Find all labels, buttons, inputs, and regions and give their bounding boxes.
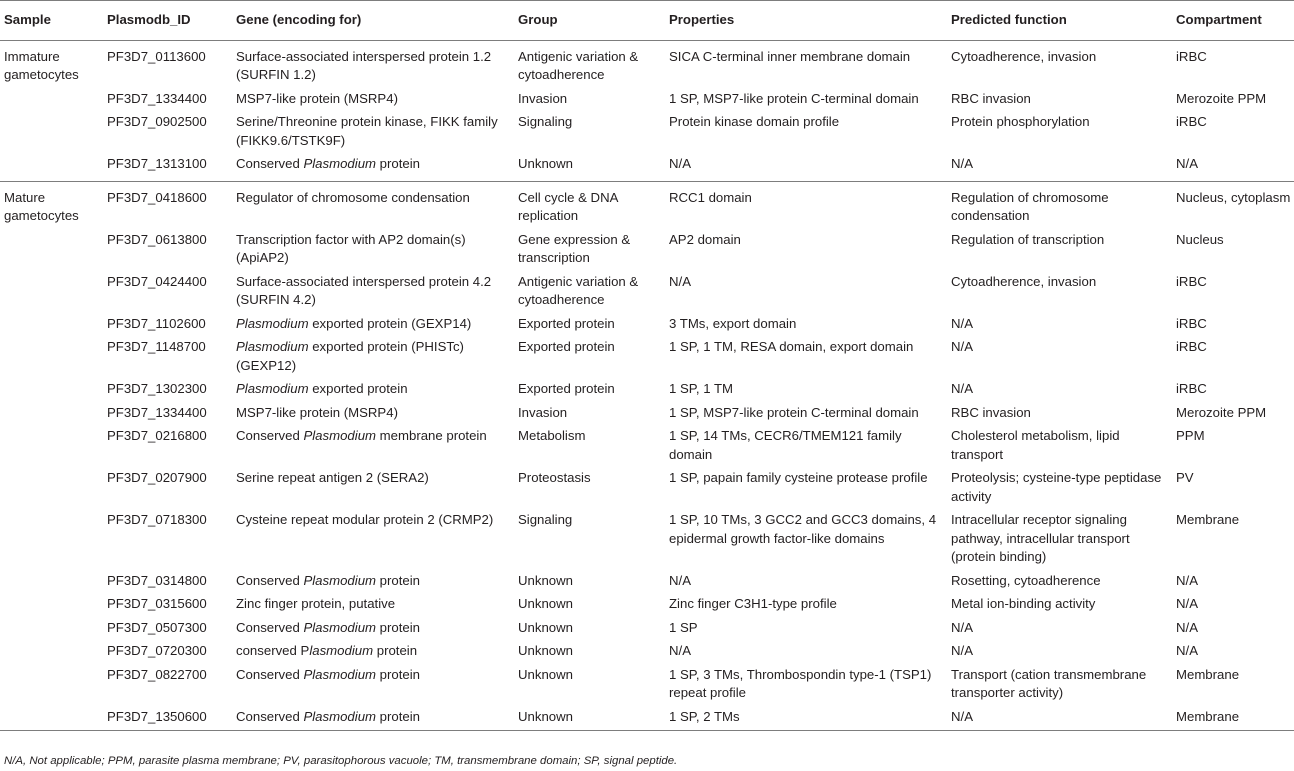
header-row (0, 1, 1294, 41)
table-row (0, 663, 1294, 705)
table-body (0, 40, 1294, 731)
cell-gene: MSP7-like protein (MSRP4) (236, 404, 398, 420)
cell-compartment: Nucleus, cytoplasm (1176, 189, 1291, 205)
cell-gene: conserved Plasmodium protein (236, 643, 418, 658)
cell-properties: Protein kinase domain profile (669, 114, 840, 129)
table-row (0, 181, 1294, 228)
cell-plasmodb-id: PF3D7_0418600 (107, 189, 207, 205)
cell-properties: N/A (669, 572, 691, 588)
table-row (0, 616, 1294, 640)
header-sample: Sample (0, 1, 103, 41)
cell-sample (0, 336, 103, 378)
cell-sample (0, 87, 103, 111)
italic-genus: lasmodium (309, 643, 374, 658)
cell-sample (0, 425, 103, 467)
cell-compartment: Membrane (1172, 705, 1294, 731)
italic-genus: Plasmodium (236, 339, 309, 354)
cell-sample (0, 467, 103, 509)
cell-predicted-function: N/A (947, 705, 1172, 731)
cell-properties: N/A (669, 273, 691, 289)
cell-properties: 1 SP, 3 TMs, Thrombospondin type-1 (TSP1) repeat profile (669, 666, 932, 700)
cell-compartment: iRBC (1176, 114, 1207, 129)
cell-plasmodb-id: PF3D7_1334400 (107, 90, 207, 106)
cell-gene: MSP7-like protein (MSRP4) (236, 90, 398, 106)
cell-predicted-function: N/A (951, 619, 973, 635)
cell-properties: SICA C-terminal inner membrane domain (669, 48, 911, 64)
cell-sample (0, 228, 103, 270)
cell-plasmodb-id: PF3D7_0113600 (107, 48, 206, 64)
cell-compartment: iRBC (1176, 315, 1207, 331)
cell-group: Unknown (514, 153, 665, 182)
cell-predicted-function: RBC invasion (951, 90, 1031, 106)
cell-plasmodb-id: PF3D7_1313100 (103, 153, 232, 182)
cell-predicted-function: N/A (947, 153, 1172, 182)
cell-gene: Serine repeat antigen 2 (SERA2) (236, 470, 429, 485)
cell-gene: Conserved Plasmodium membrane protein (236, 428, 487, 443)
italic-genus: Plasmodium (236, 315, 309, 331)
table-row (0, 153, 1294, 182)
table-footnote: N/A, Not applicable; PPM, parasite plasma membrane; PV, parasitophorous vacuole; TM, transmembrane domain; SP, signal peptide. (4, 755, 678, 767)
table-row (0, 705, 1294, 731)
cell-sample (0, 111, 103, 153)
cell-plasmodb-id: PF3D7_1350600 (103, 705, 232, 731)
cell-properties: 3 TMs, export domain (669, 315, 797, 331)
cell-gene: Conserved Plasmodium protein (232, 705, 514, 731)
italic-genus: Plasmodium (303, 666, 377, 682)
cell-plasmodb-id: PF3D7_1148700 (107, 339, 206, 354)
cell-group: Exported protein (518, 315, 615, 331)
cell-properties: 1 SP, 14 TMs, CECR6/TMEM121 family domain (669, 428, 902, 462)
header-predicted-function: Predicted function (947, 1, 1172, 41)
cell-group: Metabolism (518, 428, 586, 443)
cell-gene: Zinc finger protein, putative (236, 596, 396, 611)
italic-genus: Plasmodium (303, 708, 377, 724)
header-properties: Properties (665, 1, 947, 41)
cell-predicted-function: Metal ion-binding activity (951, 596, 1096, 611)
cell-predicted-function: RBC invasion (951, 404, 1031, 420)
cell-plasmodb-id: PF3D7_0315600 (107, 596, 207, 611)
italic-genus: Plasmodium (303, 156, 377, 171)
cell-compartment: iRBC (1176, 381, 1207, 396)
cell-gene: Conserved Plasmodium protein (236, 619, 421, 635)
cell-compartment: Membrane (1176, 512, 1240, 527)
cell-gene: Cysteine repeat modular protein 2 (CRMP2) (236, 512, 494, 527)
table-row (0, 228, 1294, 270)
cell-predicted-function: Transport (cation transmembrane transporter activity) (951, 666, 1147, 700)
cell-predicted-function: Cytoadherence, invasion (951, 48, 1097, 64)
cell-gene: Surface-associated interspersed protein 4.2 (SURFIN 4.2) (236, 273, 492, 307)
cell-group: Unknown (518, 643, 573, 658)
cell-compartment: N/A (1176, 596, 1198, 611)
cell-gene: Surface-associated interspersed protein 1.2 (SURFIN 1.2) (236, 48, 492, 82)
cell-compartment: iRBC (1176, 273, 1207, 289)
cell-group: Signaling (518, 512, 573, 527)
cell-gene: Regulator of chromosome condensation (236, 189, 470, 205)
cell-predicted-function: N/A (951, 315, 973, 331)
cell-predicted-function: N/A (951, 339, 973, 354)
table-row (0, 425, 1294, 467)
header-plasmodb-id: Plasmodb_ID (103, 1, 232, 41)
table-row (0, 640, 1294, 664)
cell-properties: 1 SP, 1 TM, RESA domain, export domain (669, 339, 914, 354)
cell-plasmodb-id: PF3D7_0822700 (107, 666, 207, 682)
table-row (0, 312, 1294, 336)
cell-group: Antigenic variation & cytoadherence (518, 48, 639, 82)
italic-genus: Plasmodium (303, 428, 377, 443)
cell-predicted-function: Regulation of transcription (951, 231, 1105, 247)
cell-gene: Serine/Threonine protein kinase, FIKK family (FIKK9.6/TSTK9F) (236, 114, 498, 148)
cell-plasmodb-id: PF3D7_0718300 (107, 512, 207, 527)
cell-plasmodb-id: PF3D7_0507300 (107, 619, 207, 635)
italic-genus: Plasmodium (236, 381, 309, 396)
cell-gene: Transcription factor with AP2 domain(s) (ApiAP2) (236, 231, 466, 265)
cell-predicted-function: Protein phosphorylation (951, 114, 1090, 129)
header-gene: Gene (encoding for) (232, 1, 514, 41)
header-group: Group (514, 1, 665, 41)
cell-predicted-function: Rosetting, cytoadherence (951, 572, 1101, 588)
cell-compartment: N/A (1176, 643, 1198, 658)
cell-properties: 1 SP (669, 619, 698, 635)
cell-properties: 1 SP, 10 TMs, 3 GCC2 and GCC3 domains, 4 epidermal growth factor-like domains (669, 512, 937, 546)
table-row (0, 336, 1294, 378)
cell-group: Invasion (518, 404, 568, 420)
cell-sample (0, 378, 103, 402)
cell-predicted-function: Cytoadherence, invasion (951, 273, 1097, 289)
table-row (0, 87, 1294, 111)
cell-group: Unknown (518, 619, 573, 635)
cell-predicted-function: Intracellular receptor signaling pathway, intracellular transport (protein binding) (951, 512, 1130, 564)
cell-compartment: PV (1176, 470, 1194, 485)
table-row (0, 509, 1294, 570)
cell-group: Proteostasis (518, 470, 591, 485)
cell-predicted-function: N/A (951, 381, 973, 396)
cell-compartment: N/A (1176, 572, 1198, 588)
table-row (0, 401, 1294, 425)
cell-properties: 1 SP, papain family cysteine protease profile (669, 470, 928, 485)
italic-genus: Plasmodium (303, 619, 377, 635)
table-row (0, 111, 1294, 153)
cell-plasmodb-id: PF3D7_0314800 (107, 572, 207, 588)
cell-gene: Plasmodium exported protein (PHISTc) (GEXP12) (236, 339, 464, 373)
cell-sample (0, 312, 103, 336)
cell-sample: Mature gametocytes (4, 189, 79, 223)
cell-gene: Conserved Plasmodium protein (236, 572, 421, 588)
cell-predicted-function: N/A (951, 643, 973, 658)
cell-properties: 1 SP, MSP7-like protein C-terminal domain (669, 404, 919, 420)
cell-compartment: iRBC (1176, 48, 1207, 64)
header-compartment: Compartment (1172, 1, 1294, 41)
cell-sample (0, 593, 103, 617)
cell-gene: Conserved Plasmodium protein (232, 153, 514, 182)
cell-compartment: Membrane (1176, 666, 1240, 682)
italic-genus: Plasmodium (303, 572, 377, 588)
cell-sample (0, 153, 103, 182)
cell-compartment: Nucleus (1176, 231, 1224, 247)
cell-group: Exported protein (518, 381, 615, 396)
cell-properties: N/A (669, 643, 691, 658)
cell-plasmodb-id: PF3D7_1102600 (107, 315, 206, 331)
cell-sample (0, 569, 103, 593)
cell-compartment: Merozoite PPM (1176, 90, 1267, 106)
cell-predicted-function: Regulation of chromosome condensation (951, 189, 1109, 223)
cell-group: Unknown (518, 596, 573, 611)
cell-group: Unknown (518, 666, 573, 682)
cell-properties: Zinc finger C3H1-type profile (669, 596, 837, 611)
cell-sample (0, 616, 103, 640)
cell-sample (0, 509, 103, 570)
cell-predicted-function: Proteolysis; cysteine-type peptidase activity (951, 470, 1162, 504)
cell-group: Exported protein (518, 339, 615, 354)
table-header (0, 1, 1294, 41)
cell-plasmodb-id: PF3D7_0216800 (107, 428, 207, 443)
cell-properties: N/A (665, 153, 947, 182)
table-row (0, 378, 1294, 402)
cell-plasmodb-id: PF3D7_0207900 (107, 470, 207, 485)
cell-predicted-function: Cholesterol metabolism, lipid transport (951, 428, 1120, 462)
table-row (0, 467, 1294, 509)
cell-plasmodb-id: PF3D7_0902500 (107, 114, 207, 129)
cell-compartment: N/A (1176, 619, 1198, 635)
cell-group: Gene expression & transcription (518, 231, 631, 265)
cell-sample (0, 705, 103, 731)
cell-group: Cell cycle & DNA replication (518, 189, 618, 223)
cell-properties: 1 SP, MSP7-like protein C-terminal domain (669, 90, 919, 106)
cell-compartment: iRBC (1176, 339, 1207, 354)
cell-properties: 1 SP, 1 TM (669, 381, 734, 396)
cell-compartment: Merozoite PPM (1176, 404, 1267, 420)
cell-properties: 1 SP, 2 TMs (665, 705, 947, 731)
cell-group: Unknown (514, 705, 665, 731)
cell-plasmodb-id: PF3D7_0720300 (107, 643, 207, 658)
cell-group: Signaling (518, 114, 573, 129)
table-row (0, 270, 1294, 312)
cell-properties: RCC1 domain (669, 189, 752, 205)
cell-sample (0, 401, 103, 425)
cell-group: Antigenic variation & cytoadherence (518, 273, 639, 307)
cell-group: Invasion (518, 90, 568, 106)
table-row (0, 40, 1294, 87)
cell-group: Unknown (518, 572, 573, 588)
cell-compartment: PPM (1176, 428, 1205, 443)
cell-gene: Plasmodium exported protein (236, 381, 408, 396)
cell-gene: Plasmodium exported protein (GEXP14) (236, 315, 472, 331)
cell-properties: AP2 domain (669, 231, 741, 247)
cell-sample (0, 663, 103, 705)
cell-sample (0, 270, 103, 312)
table-row (0, 593, 1294, 617)
cell-compartment: N/A (1172, 153, 1294, 182)
cell-plasmodb-id: PF3D7_1302300 (107, 381, 207, 396)
cell-plasmodb-id: PF3D7_1334400 (107, 404, 207, 420)
cell-sample (0, 640, 103, 664)
cell-plasmodb-id: PF3D7_0424400 (107, 273, 207, 289)
cell-plasmodb-id: PF3D7_0613800 (107, 231, 207, 247)
table-row (0, 569, 1294, 593)
cell-sample: Immature gametocytes (4, 48, 79, 82)
cell-gene: Conserved Plasmodium protein (236, 666, 421, 682)
